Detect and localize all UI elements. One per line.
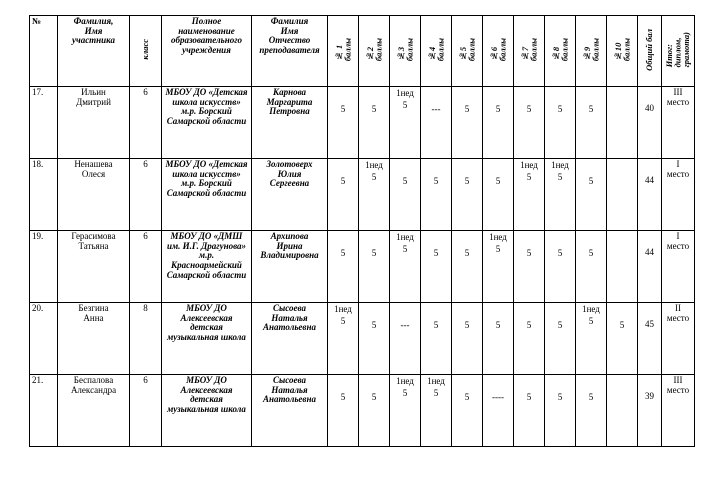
score-note: 1нед [520,160,538,170]
score-task-6 [483,375,514,447]
table-row [30,303,695,375]
total-value: 40 [645,103,654,113]
header-task-8: №8 баллы [545,16,576,87]
total-score [638,303,662,375]
total-score [638,87,662,159]
score-value: 5 [464,248,470,258]
school-name: МБОУ ДО Алексеевская детская музыкальная школа [162,303,252,375]
score-value: 5 [526,104,532,114]
table-row [30,159,695,231]
score-value: 5 [495,104,501,114]
participant-name: Безгина Анна [58,303,130,375]
score-note: 1нед [396,232,414,242]
score-task-10 [607,159,638,231]
school-name: МБОУ ДО «Детская школа искусств» м.р. Борский Самарской области [162,87,252,159]
score-value: ---- [492,392,504,402]
score-value: 5 [557,248,563,258]
teacher-name: Сысоева Наталья Анатольевна [252,375,328,447]
score-task-7 [514,231,545,303]
score-task-5 [452,303,483,375]
score-value: 5 [371,171,377,182]
score-value: 5 [526,392,532,402]
score-task-3 [390,159,421,231]
score-value: 5 [526,171,532,182]
score-task-5 [452,375,483,447]
score-task-9 [576,87,607,159]
score-value: 5 [526,320,532,330]
score-task-9 [576,159,607,231]
score-value: 5 [464,176,470,186]
header-teacher: Фамилия Имя Отчество преподавателя [252,16,328,87]
score-task-10 [607,375,638,447]
score-value: 5 [340,392,346,402]
score-task-6 [483,87,514,159]
score-value: 5 [402,243,408,254]
results-table [29,15,695,447]
header-row [30,16,695,87]
score-task-5 [452,159,483,231]
participant-grade: 6 [130,231,162,303]
table-row [30,87,695,159]
total-score [638,375,662,447]
score-note: 1нед [582,304,600,314]
result-place: I место [662,231,695,303]
score-value: 5 [619,320,625,330]
participant-name: Герасимова Татьяна [58,231,130,303]
score-value: 5 [588,392,594,402]
total-value: 44 [645,247,654,257]
score-task-6 [483,231,514,303]
score-task-8 [545,159,576,231]
header-task-5: №5 баллы [452,16,483,87]
score-note: 1нед [396,376,414,386]
header-result: Итог: диплом, грамота) [662,16,695,87]
school-name: МБОУ ДО Алексеевская детская музыкальная школа [162,375,252,447]
score-value: 5 [464,320,470,330]
score-value: 5 [464,392,470,402]
score-task-1 [328,87,359,159]
row-number: 17. [30,87,58,159]
result-place: II место [662,303,695,375]
school-name: МБОУ ДО «Детская школа искусств» м.р. Борский Самарской области [162,159,252,231]
score-value: 5 [588,176,594,186]
score-task-8 [545,375,576,447]
score-value: 5 [340,176,346,186]
score-task-1 [328,231,359,303]
score-task-7 [514,159,545,231]
header-grade: класс [130,16,162,87]
score-value: 5 [495,243,501,254]
score-value: 5 [340,104,346,114]
score-value: --- [431,104,441,114]
score-task-9 [576,303,607,375]
header-task-7: №7 баллы [514,16,545,87]
score-note: 1нед [489,232,507,242]
score-task-4 [421,303,452,375]
score-value: 5 [402,99,408,110]
score-value: 5 [588,104,594,114]
score-task-5 [452,231,483,303]
score-value: 5 [402,387,408,398]
score-value: 5 [402,176,408,186]
result-place: I место [662,159,695,231]
header-task-1: № 1 баллы [328,16,359,87]
participant-name: Ненашева Олеся [58,159,130,231]
score-value: 5 [588,248,594,258]
teacher-name: Золотоверх Юлия Сергеевна [252,159,328,231]
score-task-10 [607,87,638,159]
score-value: 5 [495,320,501,330]
table-row [30,375,695,447]
score-value: 5 [557,320,563,330]
score-task-7 [514,87,545,159]
score-value: 5 [371,392,377,402]
score-task-3 [390,87,421,159]
score-task-4 [421,159,452,231]
score-value: 5 [495,176,501,186]
result-place: III место [662,87,695,159]
participant-name: Ильин Дмитрий [58,87,130,159]
score-task-3 [390,303,421,375]
score-task-7 [514,375,545,447]
header-surname: Фамилия, Имя участника [58,16,130,87]
score-note: 1нед [551,160,569,170]
school-name: МБОУ ДО «ДМШ им. И.Г. Драгунова» м.р. Красноармейский Самарской области [162,231,252,303]
score-task-10 [607,303,638,375]
score-task-8 [545,303,576,375]
score-task-1 [328,159,359,231]
score-task-1 [328,303,359,375]
score-value: 5 [557,392,563,402]
score-task-10 [607,231,638,303]
participant-grade: 8 [130,303,162,375]
teacher-name: Карнова Маргарита Петровна [252,87,328,159]
score-task-7 [514,303,545,375]
participant-grade: 6 [130,159,162,231]
score-task-4 [421,231,452,303]
score-value: 5 [433,387,439,398]
score-value: 5 [371,248,377,258]
header-total: Общий бал [638,16,662,87]
header-task-2: №2 баллы [359,16,390,87]
total-value: 45 [645,319,654,329]
score-task-6 [483,159,514,231]
row-number: 20. [30,303,58,375]
header-school: Полное наименование образовательного учреждения [162,16,252,87]
teacher-name: Архипова Ирина Владимировна [252,231,328,303]
table-row [30,231,695,303]
participant-grade: 6 [130,87,162,159]
header-task-9: №9 баллы [576,16,607,87]
teacher-name: Сысоева Наталья Анатольевна [252,303,328,375]
row-number: 18. [30,159,58,231]
result-place: III место [662,375,695,447]
score-task-9 [576,231,607,303]
participant-grade: 6 [130,375,162,447]
score-task-6 [483,303,514,375]
header-task-10: №10 баллы [607,16,638,87]
score-value: 5 [340,315,346,326]
score-value: 5 [557,104,563,114]
score-note: 1нед [334,304,352,314]
row-number: 19. [30,231,58,303]
score-note: 1нед [365,160,383,170]
score-value: 5 [464,104,470,114]
score-value: 5 [433,248,439,258]
score-task-8 [545,231,576,303]
participant-name: Беспалова Александра [58,375,130,447]
total-value: 39 [645,391,654,401]
score-task-2 [359,159,390,231]
score-value: 5 [371,104,377,114]
score-note: 1нед [396,88,414,98]
score-task-9 [576,375,607,447]
header-num: № [30,16,58,87]
total-value: 44 [645,175,654,185]
score-value: 5 [588,315,594,326]
score-value: --- [400,320,410,330]
score-value: 5 [526,248,532,258]
row-number: 21. [30,375,58,447]
score-value: 5 [371,320,377,330]
header-task-3: №3 баллы [390,16,421,87]
score-value: 5 [433,176,439,186]
score-value: 5 [557,171,563,182]
score-task-3 [390,375,421,447]
score-task-5 [452,87,483,159]
score-task-3 [390,231,421,303]
score-task-4 [421,87,452,159]
score-task-4 [421,375,452,447]
score-value: 5 [433,320,439,330]
score-task-1 [328,375,359,447]
total-score [638,159,662,231]
score-task-2 [359,303,390,375]
header-task-4: №4 баллы [421,16,452,87]
header-task-6: №6 баллы [483,16,514,87]
score-note: 1нед [427,376,445,386]
score-task-2 [359,87,390,159]
total-score [638,231,662,303]
score-task-2 [359,231,390,303]
score-task-2 [359,375,390,447]
score-value: 5 [340,248,346,258]
score-task-8 [545,87,576,159]
